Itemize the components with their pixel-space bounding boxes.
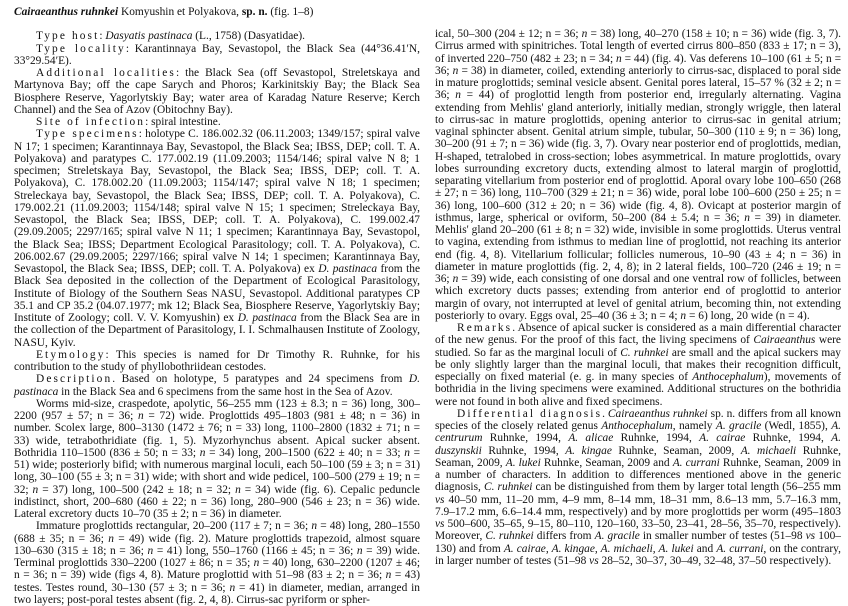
italic-term: A. centrurum [435, 420, 841, 445]
left-body [14, 30, 420, 606]
italic-term: n [235, 483, 241, 496]
text-run: Ruhnke, 1994, [482, 432, 569, 445]
text-run: = 39) in diameter. Mehlis' gland 20–200 (61 ± 8; n = 32) wide, invisible in some proglottids. Uterus ventral to vagina, extending from isthmus to median line of proglottid, not reaching its anterior end (fig. 4, 8). Vitellarium follicular; follicles numerous, 10–90 (43 ± 4; n = 36) in diameter in mature proglottids (fig. 2, 4, 8); in 2 lateral fields, 100–720 (246 ± 19; n = 36; [435, 211, 841, 285]
section-label: Type host [36, 30, 100, 43]
italic-term: vs [435, 493, 445, 506]
text-run: in the Black Sea and 6 specimens from the same host in the Sea of Azov. [58, 385, 393, 398]
text-run: : Karantinnaya Bay, Sevastopol, the Black Sea (44°36.41′N, 33°29.54′E). [14, 42, 421, 67]
text-run: = 44) (fig. 4). Vas deferens 10–100 (61 ± 5; n = 36; [435, 52, 841, 77]
italic-term: Anthocephalum [601, 420, 673, 432]
text-run: (Wedl, 1855), [761, 420, 832, 432]
text-run: = 39) wide. Terminal proglottids 330–2200 (1027 ± 86; n = 35; [14, 544, 420, 569]
italic-term: A. kingae [565, 444, 612, 457]
italic-term: n [32, 483, 39, 496]
text-run: are small and the apical suckers may be only slightly larger than the marginal loculi, that makes their recognition difficult, especially on fixed material (e. g. in many species of [435, 346, 841, 383]
italic-term: Cairaeanthus [753, 334, 816, 347]
text-run: = 34) long, 200–1500 (622 ± 40; n = 33; [205, 446, 405, 459]
text-run: : This species is named for Dr Timothy R. Ruhnke, for his contribution to the study of phyllobothriidean cestodes. [14, 348, 420, 373]
italic-term: n [616, 52, 622, 65]
italic-term: A. currani [672, 456, 720, 469]
text-run: 40–50 mm, 11–20 mm, 4–9 mm, 8–14 mm, 18–31 mm, 8.6–13 mm, 5.7–16.3 mm, 7.9–17.2 mm, 6.6–14.4 mm, respectively) and by more proglottids per worm (495–1803 [435, 493, 841, 518]
text-run: Immature proglottids rectangular, 20–200 (117 ± 7; n = 36; [36, 520, 312, 533]
text-run: Ruhnke, Seaman, 2009, [611, 444, 741, 457]
text-run: = 34) wide (fig. 6). Cepalic peduncle indistinct, short, 200–680 (460 ± 22; n = 36) long, 280–900 (546 ± 23; n = 36) wide. Lateral excretory ducts 10–70 (35 ± 2; n = 36) in diameter. [14, 483, 420, 520]
text-run: . Absence of apical sucker is considered as a main differential character of the new genus. For the proof of this fact, the living specimens of [435, 322, 841, 347]
section-type-locality [14, 43, 420, 68]
text-run: 28–52, 30–37, 30–49, 32–48, 37–50 respectively). [598, 554, 832, 567]
italic-term: D. pastinaca [14, 373, 420, 398]
text-run: = 44) of proglottid length from posterior end, irregularly alternating. Vagina extending from Mehlis' gland anteriorly, initially median, strongly wriggle, then lateral to cirrus-sac in mature proglottids, opening anterior to cirrus-sac in genital atrium; vaginal sphincter absent. Genital atrium simple, tubular, 50–300 (110 ± 9; n = 36) long, 30–200 (91 ± 7; n = 36) wide (fig. 3, 7). Ovary near posterior end of proglottids, median, H-shaped, tetralobed in cross-section; lobes asymmetrical. In mature proglottids, ovary lobes surrounding excretory ducts, extending almost to lateral margin of proglottid, separating vitellarium from posterior end of proglottid. Aporal ovary lobe 100–650 (268 ± 27; n = 36) long, 110–700 (329 ± 21; n = 36) wide, poral lobe 100–600 (250 ± 25; n = 36) long, 100–600 (312 ± 20; n = 36) wide (fig. 4, 8). Ovicapt at posterior margin of isthmus, large, spherical or oviform, 50–200 (84 ± 5.4; n = 36; [435, 89, 841, 224]
text-run: = 37) long, 100–500 (242 ± 18; n = 32; [38, 483, 236, 496]
text-run: , namely [672, 420, 716, 432]
text-run: = 40) long, 630–2200 (1207 ± 46; n = 36; n = 39) wide (figs 4, 8). Mature proglottid with 51–98 (83 ± 2; n = 36; [14, 557, 420, 582]
section-remarks [435, 322, 841, 408]
text-run: differs from [533, 530, 595, 543]
text-run: = 72) wide. Proglottids 495–1803 (981 ± 48; n = 36) in number. Scolex large, 800–3130 (1472 ± 76; n = 33) long, 1100–2800 (1832 ± 71; n = 33) wide, tetrabothridiate (fig. 1, 5). Myzorhynchus absent. Apical sucker absent. Bothridia 110–1500 (836 ± 50; n = 33; [14, 410, 420, 459]
italic-term: A. currani, [716, 542, 767, 555]
italic-term: A. cairae [699, 432, 746, 445]
section-label: Type specimens [36, 128, 139, 141]
section-site-of-infection [14, 116, 420, 128]
text-run: = 38) long, 40–270 (158 ± 10; n = 36) wide (fig. 3, 7). Cirrus armed with spinitriches. Total length of everted cirrus 800–850 (833 ± 17; n = 3), of inverted 220–750 (482 ± 23; n = 34; [435, 28, 841, 65]
text-run: = 39) wide, each consisting of one dorsal and one ventral row of follicles, between which excretory ducts passes; extending from anterior end of proglottid to anterior margin of ovary, not interrupted at level of genital atrium, becoming thin, not extending posteriorly to ovary. Eggs oval, 25–40 (36 ± 3; n = 4; [435, 273, 841, 322]
text-run: = 49) wide (fig. 2). Mature proglottids trapezoid, almost square 130–630 (315 ± 18; n = 36; [14, 532, 421, 557]
italic-term: vs [435, 518, 445, 530]
section-label: Differential diagnosis [457, 407, 603, 420]
italic-term: A. gracile [594, 530, 640, 543]
text-run: = 48) long, 280–1550 (688 ± 35; n = 36; [14, 520, 420, 545]
species-name: Cairaeanthus ruhnkei [14, 6, 119, 18]
text-run: . Based on holotype, 5 paratypes and 24 specimens from [112, 373, 409, 386]
text-run: Ruhnke, 1994, [613, 432, 700, 445]
italic-term: C. ruhnkei [485, 530, 534, 543]
italic-term: A. gracile [715, 420, 762, 432]
section-label: Description [36, 373, 113, 386]
italic-term: n [452, 273, 459, 285]
section-etymology [14, 349, 420, 374]
left-column [14, 6, 420, 606]
right-column [435, 28, 841, 567]
italic-term: A. duszynskii [435, 432, 841, 457]
italic-term: Dasyatis pastinaca [105, 30, 193, 43]
italic-term: n [108, 532, 114, 545]
text-run: in smaller number of testes (51–98 [639, 530, 806, 543]
text-run: : spiral intestine. [145, 116, 221, 128]
italic-term: A. michaeli [740, 444, 797, 457]
italic-term: A. cairae, A. kingae, A. michaeli, A. lukei [503, 542, 694, 555]
italic-term: C. ruhnkei [484, 481, 533, 494]
text-run: : holotype C. 186.002.32 (06.11.2003; 1349/157; spiral valve N 17; 1 specimen; Karantinnaya Bay, Sevastopol, the Black Sea; IBSS, DEP; coll. T. A. Polyakova) and paratypes C. 177.002.19 (11.09.2003; 1154/146; spiral valve N 8; 1 specimen; Streletskaya Bay, Sevastopol, the Black Sea; IBSS, DEP; coll. T. A. Polyakova), C. 178.002.20 (11.09.2003; 1154/147; spiral valve N 18; 1 specimen; Streleckaya bay, Sevastopol, the Black Sea; IBSS, DEP; coll. T. A. Polyakova), C. 179.002.21 (11.09.2003; 1154/148; spiral valve N 15; 1 specimen; Streleckaya Bay, Sevastopol, the Black Sea; IBSS, DEP; coll. T. A. Polyakova), C. 199.002.47 (29.09.2005; 2297/165; spiral valve N 11; 1 specimen; Karantinnaya Bay, Sevastopol, the Black Sea; IBSS; Department Ecological Parasitology; coll. T. A. Polyakova), C. 206.002.67 (29.09.2005; 2297/166; spiral valve N 14; 1 specimen; Karantinnaya Bay, Sevastopol, the Black Sea; IBSS, DEP; coll. T. A. Polyakova) ex [14, 128, 420, 275]
text-run: (L., 1758) (Dasyatidae). [192, 30, 305, 43]
italic-term: n [356, 544, 363, 557]
italic-term: n [253, 557, 260, 569]
italic-term: n [147, 544, 154, 557]
text-run: = 38) in diameter, coiled, extending anteriorly to cirrus-sac, displaced to poral side in mature proglottids; seminal vesicle absent. Genital pores lateral, 15–57 % (32 ± 2; n = 36; [435, 64, 841, 102]
italic-term: n [311, 520, 318, 533]
italic-term: A. lukei [505, 456, 541, 469]
section-label: Remarks [457, 322, 513, 334]
species-status: sp. n. [241, 6, 268, 18]
section-type-host [14, 30, 420, 42]
text-run: Worms mid-size, craspedote, apolytic, 56–255 mm (123 ± 8.3; n = 36) long, 300–2200 (957 ± 57; n = 36; [14, 397, 420, 422]
text-run: from the Black Sea deposited in the collection of the Department of Ecological Parasitology, Institute of Biology of the Southern Seas NASU, Sevastopol. Additional paratypes CP 35.1 and CP 35.2 (04.07.1977; mk 12; Black Sea, Biosphere Reserve, Yagorlytskiy Bay; Institute of Zoology; coll. V. V. Komyushin) ex [14, 263, 421, 324]
italic-term: n [404, 446, 410, 459]
section-additional-localities [14, 67, 420, 116]
text-run: = 51) wide; posteriorly bifid; with numerous marginal loculi, each 50–100 (59 ± 3; n = 31) long, 30–100 (55 ± 3; n = 31) wide; with short and wide pedicel, 100–500 (279 ± 19; n = 32; [14, 446, 420, 496]
italic-term: n [744, 211, 750, 224]
italic-term: n [137, 410, 144, 422]
text-run: and [693, 542, 717, 555]
text-run: ical, 50–300 (204 ± 12; n = 36; [435, 28, 582, 40]
text-run: : [99, 30, 106, 43]
text-run: Ruhnke, Seaman, 2009 and [540, 456, 673, 469]
italic-term: n [581, 28, 588, 40]
italic-term: vs [805, 530, 816, 543]
text-run: . [602, 407, 608, 420]
text-run: = 41) long, 550–1760 (1166 ± 45; n = 36; [153, 544, 357, 557]
italic-term: A. alicae [568, 432, 614, 445]
text-run: Ruhnke, 1994, [745, 432, 832, 445]
paragraph [435, 28, 841, 322]
text-run: : the Black Sea (off Sevastopol, Streletskaya and Martynova Bay; off the cape Sarych and Phoros; Karkinitskiy Bay; the Black Sea Biosphere Reserve, Yagorlytskiy Bay; water area of Karadag Nature Reserve; Kerch Channel) and the Sea of Azov (Obitochny Bay). [14, 67, 420, 116]
text-run: on the contrary, in larger number of testes (51–98 [435, 542, 841, 567]
italic-term: D. pastinaca [237, 312, 297, 324]
text-run: can be distinguished from them by larger total length (56–255 mm [532, 481, 841, 494]
paragraph [14, 520, 420, 606]
italic-term: n [680, 309, 687, 322]
text-run: = 43) testes. Testes round, 30–130 (57 ± 3; n = 36; [14, 569, 420, 594]
italic-term: n [229, 581, 236, 594]
text-run: from the Black Sea are in the collection of the Department of Parasitology, I. I. Schmalhausen Institute of Zoology, NASU, Kyiv. [14, 312, 420, 349]
right-body [435, 28, 841, 567]
section-type-specimens [14, 128, 420, 349]
text-run: sp. n. differs from all known species of the closely related genus [435, 407, 841, 432]
italic-term: n [199, 446, 206, 459]
italic-term: D. pastinaca [318, 263, 378, 275]
species-authors: Komyushin et Polyakova, [118, 6, 242, 18]
text-run: 500–600, 35–65, 9–15, 80–110, 120–160, 33–50, 23–41, 28–56, 35–70, respectively). Moreover, [435, 518, 841, 543]
italic-term: n [385, 569, 392, 582]
text-run: Ruhnke, Seaman, 2009 in a number of characters. In addition to differences mentioned above in the generic diagnosis, [435, 456, 841, 494]
text-run: ), movements of bothridia in the living specimens were examined. Additional structures on the bothridia were not found in both alive and fixed specimens. [435, 371, 841, 408]
section-label: Etymology [36, 348, 106, 361]
text-run: = 41) in diameter, median, arranged in two layers; post-poral testes absent (fig. 2, 4, 8). Cirrus-sac pyriform or spher- [14, 581, 420, 606]
section-differential-diagnosis [435, 408, 841, 567]
italic-term: C. ruhnkei [620, 346, 669, 359]
italic-term: Cairaeanthus ruhnkei [607, 407, 708, 420]
text-run: were studied. So far as the marginal loculi of [435, 334, 841, 359]
italic-term: Anthocephalum [692, 371, 764, 383]
italic-term: vs [589, 554, 599, 567]
italic-term: n [452, 64, 459, 77]
text-run: Ruhnke, 1994, [481, 444, 566, 457]
section-label: Site of infection [36, 116, 146, 128]
species-figures: (fig. 1–8) [267, 6, 314, 18]
text-run: 100–130) and from [435, 530, 841, 555]
section-label: Additional localities [36, 67, 176, 79]
section-description [14, 373, 420, 398]
text-run: = 6) long, 20 wide (n = 4). [686, 309, 810, 322]
section-label: Type locality [36, 42, 126, 55]
species-heading [14, 6, 420, 18]
text-run: Ruhnke, Seaman, 2009, [435, 444, 841, 469]
paragraph [14, 398, 420, 521]
italic-term: n [455, 89, 461, 102]
